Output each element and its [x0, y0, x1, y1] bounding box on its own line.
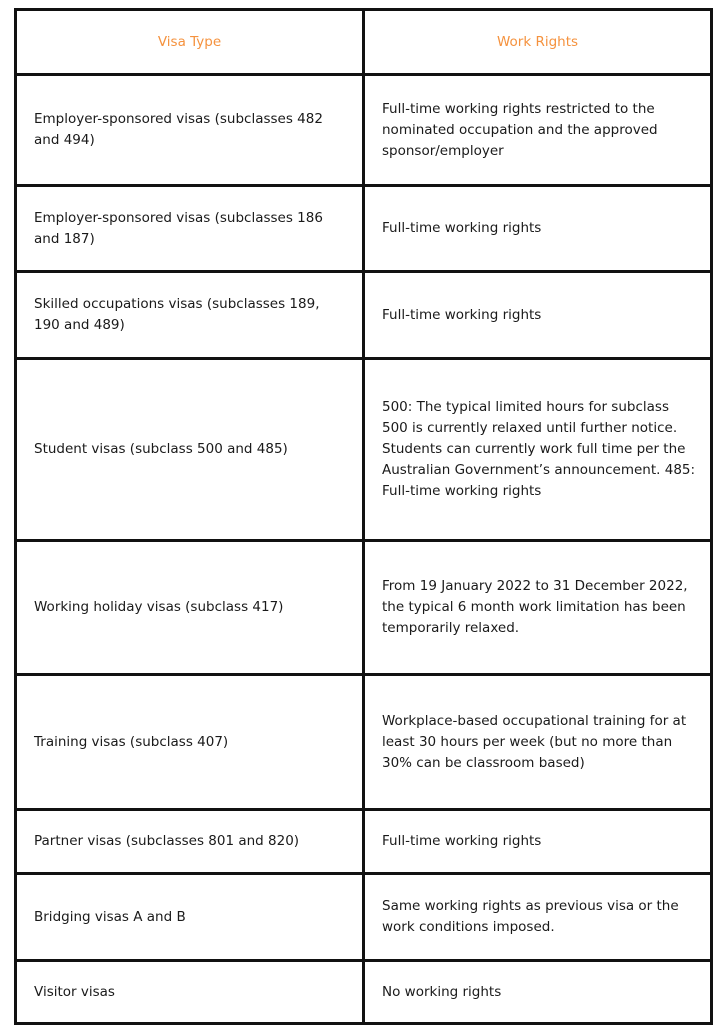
visa-type-cell: Training visas (subclass 407): [16, 675, 364, 810]
visa-type-cell: Employer-sponsored visas (subclasses 186 and 187): [16, 186, 364, 272]
table-row: [16, 359, 712, 541]
visa-type-cell: Working holiday visas (subclass 417): [16, 541, 364, 675]
table-row: [16, 874, 712, 961]
visa-work-rights-table: [14, 8, 713, 1025]
table-row: [16, 675, 712, 810]
table-row: [16, 75, 712, 186]
table-row: [16, 272, 712, 359]
work-rights-cell: Same working rights as previous visa or the work conditions imposed.: [364, 874, 712, 961]
work-rights-cell: Workplace-based occupational training for at least 30 hours per week (but no more than 30% can be classroom based): [364, 675, 712, 810]
work-rights-cell: Full-time working rights restricted to the nominated occupation and the approved sponsor/employer: [364, 75, 712, 186]
table-row: [16, 810, 712, 874]
work-rights-cell: From 19 January 2022 to 31 December 2022, the typical 6 month work limitation has been temporarily relaxed.: [364, 541, 712, 675]
work-rights-cell: Full-time working rights: [364, 272, 712, 359]
visa-type-cell: Partner visas (subclasses 801 and 820): [16, 810, 364, 874]
column-header-visa-type: Visa Type: [16, 10, 364, 75]
column-header-work-rights: Work Rights: [364, 10, 712, 75]
table-row: [16, 541, 712, 675]
work-rights-cell: Full-time working rights: [364, 186, 712, 272]
table-header-row: [16, 10, 712, 75]
work-rights-cell: Full-time working rights: [364, 810, 712, 874]
work-rights-cell: 500: The typical limited hours for subclass 500 is currently relaxed until further notice. Students can currently work full time per the Australian Government’s announcement. 485: Full-time working rights: [364, 359, 712, 541]
table-row: [16, 961, 712, 1024]
work-rights-cell: No working rights: [364, 961, 712, 1024]
visa-type-cell: Visitor visas: [16, 961, 364, 1024]
visa-type-cell: Employer-sponsored visas (subclasses 482 and 494): [16, 75, 364, 186]
visa-type-cell: Bridging visas A and B: [16, 874, 364, 961]
table-row: [16, 186, 712, 272]
visa-type-cell: Skilled occupations visas (subclasses 189, 190 and 489): [16, 272, 364, 359]
visa-type-cell: Student visas (subclass 500 and 485): [16, 359, 364, 541]
